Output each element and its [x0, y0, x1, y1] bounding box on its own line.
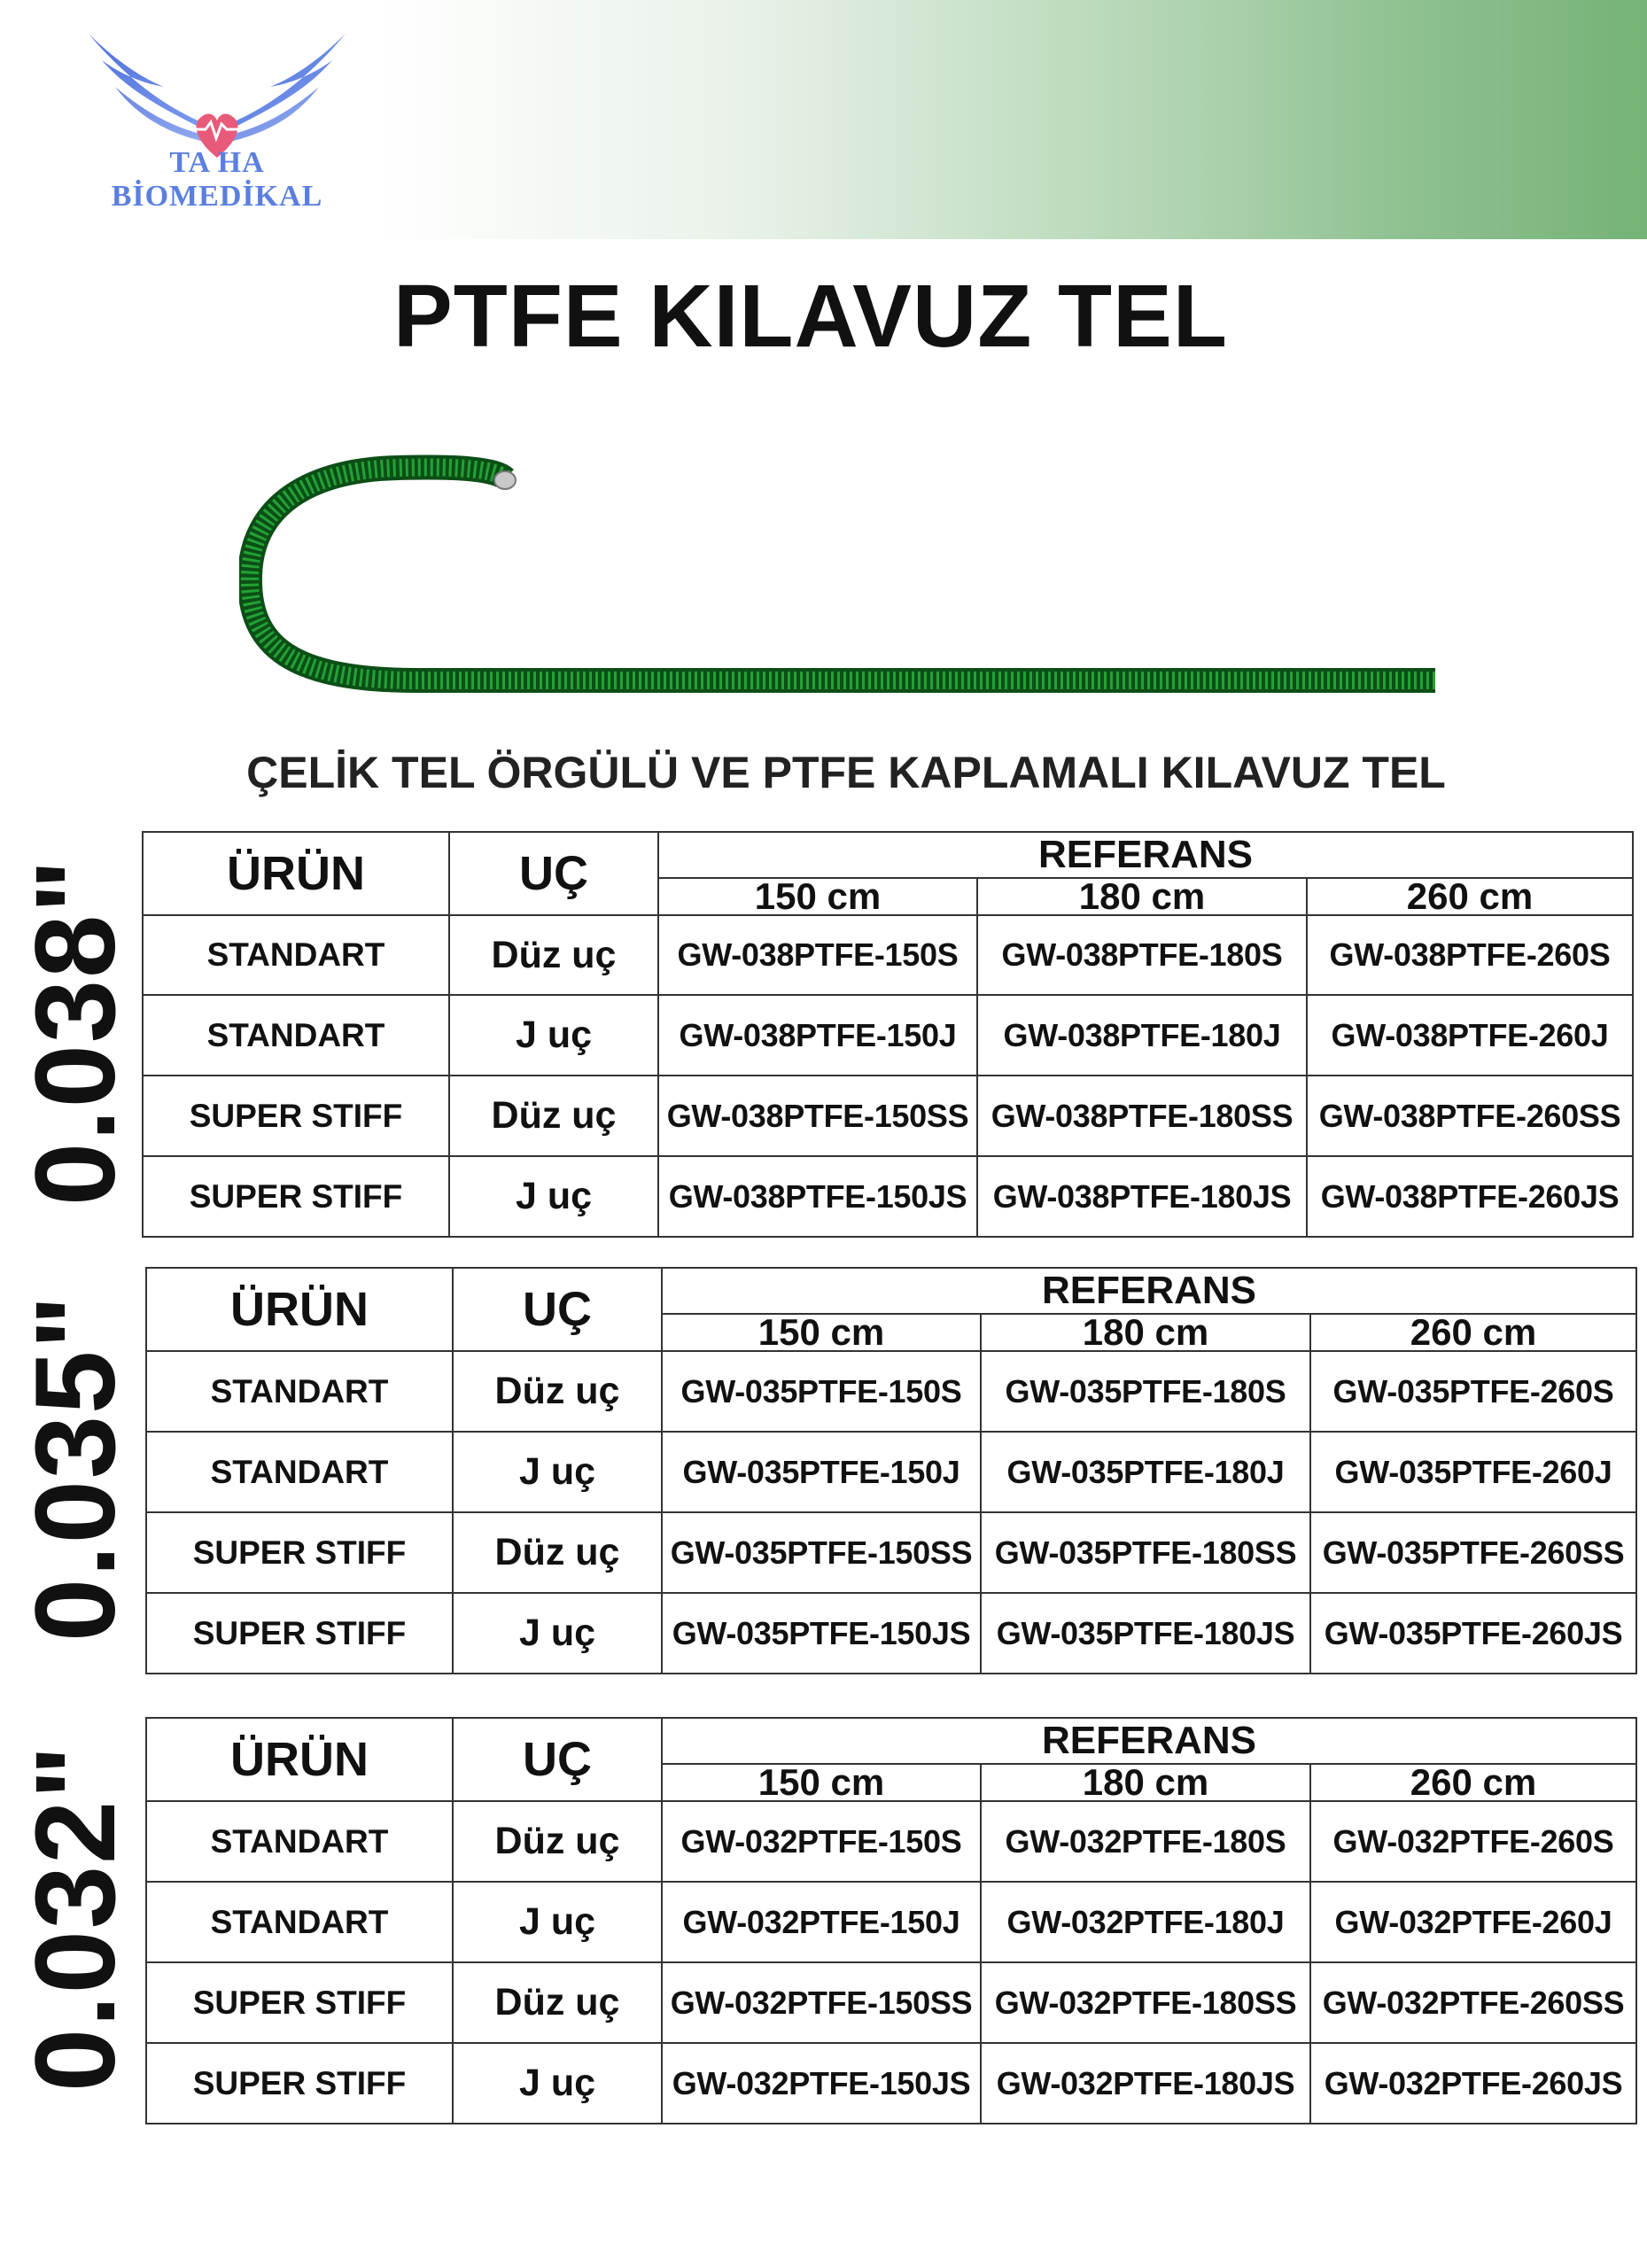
header-tip: UÇ [453, 1268, 662, 1351]
header-length: 180 cm [977, 878, 1307, 915]
code-cell: GW-038PTFE-150S [658, 915, 977, 995]
header-length: 150 cm [662, 1764, 981, 1801]
table-row [146, 1593, 1636, 1674]
table-row [143, 995, 1633, 1076]
product-cell: STANDART [143, 915, 449, 995]
tip-cell: J uç [449, 995, 658, 1076]
code-cell: GW-032PTFE-150S [662, 1801, 981, 1882]
code-cell: GW-035PTFE-180S [981, 1351, 1310, 1432]
table-row [146, 1962, 1636, 2043]
header-reference: REFERANS [662, 1718, 1636, 1764]
header-length: 180 cm [981, 1764, 1310, 1801]
tip-cell: Düz uç [453, 1801, 662, 1882]
product-cell: SUPER STIFF [146, 1593, 453, 1674]
product-cell: STANDART [146, 1432, 453, 1512]
header-length: 150 cm [662, 1314, 981, 1351]
code-cell: GW-032PTFE-180SS [981, 1962, 1310, 2043]
tip-cell: Düz uç [449, 1076, 658, 1156]
tip-cell: J uç [453, 1432, 662, 1512]
code-cell: GW-038PTFE-260S [1307, 915, 1633, 995]
header-length: 260 cm [1310, 1314, 1636, 1351]
tip-cell: J uç [453, 1882, 662, 1962]
code-cell: GW-032PTFE-260JS [1310, 2043, 1636, 2124]
product-cell: SUPER STIFF [143, 1156, 449, 1237]
code-cell: GW-032PTFE-180JS [981, 2043, 1310, 2124]
code-cell: GW-035PTFE-180JS [981, 1593, 1310, 1674]
code-cell: GW-032PTFE-150SS [662, 1962, 981, 2043]
gauge-label-035: 0.035" [12, 1293, 139, 1642]
code-cell: GW-035PTFE-260J [1310, 1432, 1636, 1512]
tip-cell: Düz uç [449, 915, 658, 995]
tip-cell: J uç [453, 1593, 662, 1674]
table-row [143, 915, 1633, 995]
code-cell: GW-035PTFE-150SS [662, 1512, 981, 1593]
table-row [146, 1801, 1636, 1882]
table-row [146, 1882, 1636, 1962]
code-cell: GW-035PTFE-260S [1310, 1351, 1636, 1432]
table-row [146, 1432, 1636, 1512]
code-cell: GW-035PTFE-260SS [1310, 1512, 1636, 1593]
reference-table-035 [145, 1267, 1637, 1674]
code-cell: GW-038PTFE-150J [658, 995, 977, 1076]
code-cell: GW-035PTFE-260JS [1310, 1593, 1636, 1674]
brand-name-line1: TA HA [169, 146, 265, 179]
page-subtitle: ÇELİK TEL ÖRGÜLÜ VE PTFE KAPLAMALI KILAVUZ TEL [246, 748, 1446, 797]
table-row [143, 1156, 1633, 1237]
tip-cell: Düz uç [453, 1962, 662, 2043]
code-cell: GW-038PTFE-180J [977, 995, 1307, 1076]
header-reference: REFERANS [662, 1268, 1636, 1314]
code-cell: GW-032PTFE-260SS [1310, 1962, 1636, 2043]
code-cell: GW-035PTFE-180J [981, 1432, 1310, 1512]
code-cell: GW-035PTFE-150J [662, 1432, 981, 1512]
header-product: ÜRÜN [146, 1268, 453, 1351]
gauge-label-032: 0.032" [12, 1743, 139, 2092]
code-cell: GW-038PTFE-260SS [1307, 1076, 1633, 1156]
table-row [146, 1351, 1636, 1432]
reference-table-038 [142, 831, 1634, 1238]
code-cell: GW-038PTFE-150SS [658, 1076, 977, 1156]
product-cell: SUPER STIFF [143, 1076, 449, 1156]
header-tip: UÇ [453, 1718, 662, 1801]
guide-wire-image-icon [239, 452, 1453, 700]
header-product: ÜRÜN [143, 832, 449, 915]
header-tip: UÇ [449, 832, 658, 915]
header-length: 150 cm [658, 878, 977, 915]
code-cell: GW-035PTFE-150S [662, 1351, 981, 1432]
code-cell: GW-032PTFE-180J [981, 1882, 1310, 1962]
product-cell: SUPER STIFF [146, 1512, 453, 1593]
code-cell: GW-035PTFE-180SS [981, 1512, 1310, 1593]
tip-cell: J uç [449, 1156, 658, 1237]
code-cell: GW-032PTFE-260J [1310, 1882, 1636, 1962]
tip-cell: Düz uç [453, 1512, 662, 1593]
code-cell: GW-038PTFE-180SS [977, 1076, 1307, 1156]
code-cell: GW-038PTFE-180JS [977, 1156, 1307, 1237]
table-row [143, 1076, 1633, 1156]
brand-name-line2: BİOMEDİKAL [111, 180, 323, 213]
code-cell: GW-032PTFE-180S [981, 1801, 1310, 1882]
code-cell: GW-038PTFE-260J [1307, 995, 1633, 1076]
header-length: 180 cm [981, 1314, 1310, 1351]
tip-cell: J uç [453, 2043, 662, 2124]
header-product: ÜRÜN [146, 1718, 453, 1801]
product-cell: STANDART [146, 1801, 453, 1882]
page-title: PTFE KILAVUZ TEL [393, 267, 1228, 366]
product-cell: SUPER STIFF [146, 2043, 453, 2124]
reference-table-032 [145, 1717, 1637, 2124]
code-cell: GW-038PTFE-180S [977, 915, 1307, 995]
header-reference: REFERANS [658, 832, 1633, 878]
code-cell: GW-038PTFE-260JS [1307, 1156, 1633, 1237]
table-row [146, 1512, 1636, 1593]
product-cell: STANDART [146, 1882, 453, 1962]
product-cell: STANDART [143, 995, 449, 1076]
code-cell: GW-032PTFE-260S [1310, 1801, 1636, 1882]
tip-cell: Düz uç [453, 1351, 662, 1432]
gauge-label-038: 0.038" [12, 857, 139, 1206]
product-cell: SUPER STIFF [146, 1962, 453, 2043]
header-length: 260 cm [1310, 1764, 1636, 1801]
code-cell: GW-032PTFE-150J [662, 1882, 981, 1962]
header-length: 260 cm [1307, 878, 1633, 915]
code-cell: GW-038PTFE-150JS [658, 1156, 977, 1237]
table-row [146, 2043, 1636, 2124]
code-cell: GW-035PTFE-150JS [662, 1593, 981, 1674]
code-cell: GW-032PTFE-150JS [662, 2043, 981, 2124]
product-cell: STANDART [146, 1351, 453, 1432]
